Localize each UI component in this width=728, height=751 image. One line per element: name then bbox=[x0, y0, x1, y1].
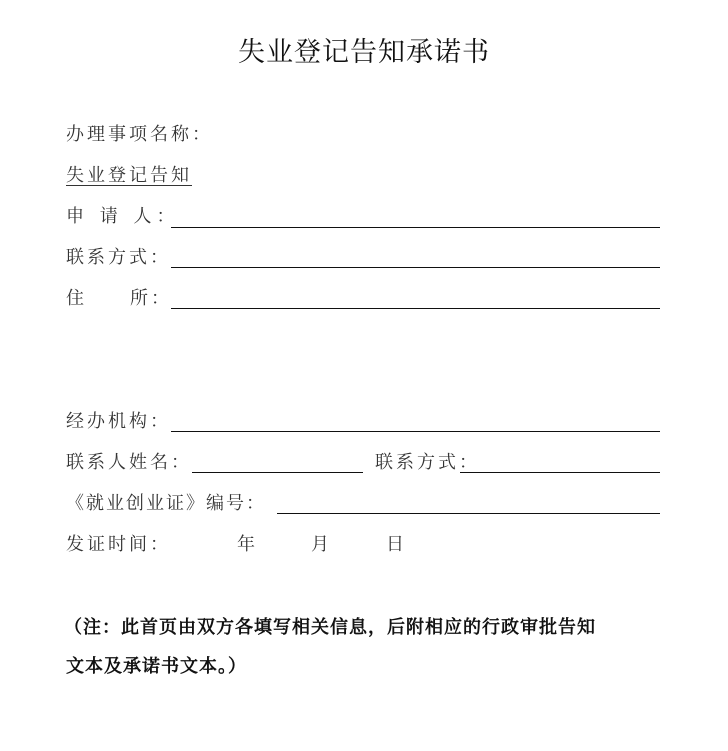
address-label-2: 所： bbox=[130, 288, 172, 309]
note-line-2: 文本及承诺书文本。） bbox=[66, 656, 247, 677]
address-label-1: 住 bbox=[66, 288, 87, 309]
year-label: 年 bbox=[237, 534, 258, 555]
address-field[interactable] bbox=[171, 308, 660, 309]
note-line-1: （注：此首页由双方各填写相关信息，后附相应的行政审批告知 bbox=[64, 617, 596, 638]
day-label: 日 bbox=[386, 534, 407, 555]
contact-person-field[interactable] bbox=[192, 472, 363, 473]
agency-label: 经办机构： bbox=[66, 411, 171, 432]
cert-number-field[interactable] bbox=[277, 513, 660, 514]
item-name-value: 失业登记告知 bbox=[66, 165, 192, 186]
item-name-label: 办理事项名称： bbox=[66, 124, 213, 145]
issue-date-label: 发证时间： bbox=[66, 534, 171, 555]
applicant-label: 申 请 人： bbox=[66, 206, 180, 227]
month-label: 月 bbox=[311, 534, 332, 555]
cert-number-label: 《就业创业证》编号： bbox=[66, 493, 266, 514]
agency-contact-label: 联系方式： bbox=[375, 452, 480, 473]
contact-person-label: 联系人姓名： bbox=[66, 452, 192, 473]
applicant-field[interactable] bbox=[171, 227, 660, 228]
agency-field[interactable] bbox=[171, 431, 660, 432]
applicant-contact-label: 联系方式： bbox=[66, 247, 171, 268]
applicant-contact-field[interactable] bbox=[171, 267, 660, 268]
agency-contact-field[interactable] bbox=[460, 472, 660, 473]
document-title: 失业登记告知承诺书 bbox=[238, 37, 490, 68]
